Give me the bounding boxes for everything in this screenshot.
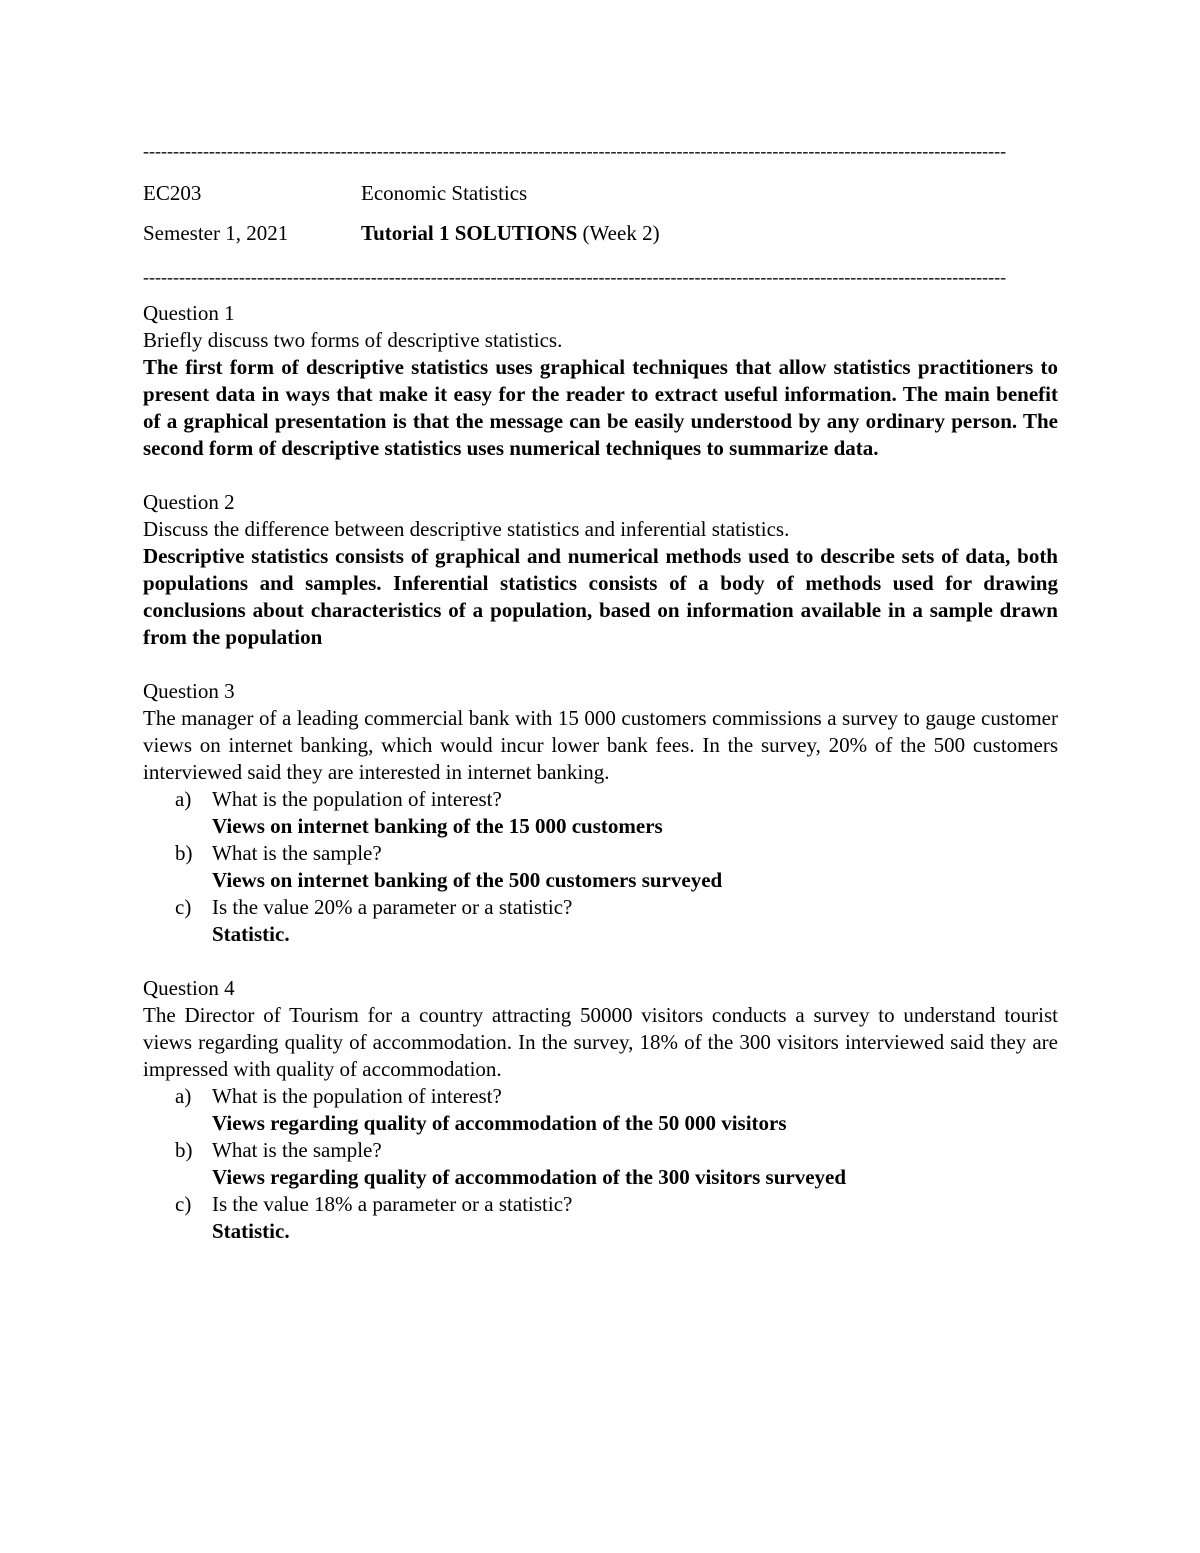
tutorial-week: (Week 2) [577,221,660,245]
question-title: Question 4 [143,976,235,1000]
question-prompt: Briefly discuss two forms of descriptive statistics. [143,328,563,352]
question-title: Question 3 [143,679,235,703]
header-bottom-rule: ------------------------------------------------------------------------------------------------------------------------------------------------ [143,267,1007,287]
tutorial-title [361,220,660,246]
header-semester-row [143,220,1058,246]
header-top-rule: ------------------------------------------------------------------------------------------------------------------------------------------------ [143,141,1007,161]
sub-question-text: Is the value 20% a parameter or a statistic? [212,895,573,919]
sub-question-c [143,1191,1058,1245]
document-page [143,140,1058,1245]
header-course-row [143,180,1058,206]
question-2 [143,489,1058,651]
sub-question-answer: Views regarding quality of accommodation of the 300 visitors surveyed [212,1165,847,1189]
sub-question-text: Is the value 18% a parameter or a statistic? [212,1192,573,1216]
sub-question-c [143,894,1058,948]
semester: Semester 1, 2021 [143,221,289,245]
sub-question-marker: a) [175,787,192,811]
sub-question-b [143,840,1058,894]
question-prompt: Discuss the difference between descriptive statistics and inferential statistics. [143,517,790,541]
question-4 [143,975,1058,1245]
question-body: The Director of Tourism for a country attracting 50000 visitors conducts a survey to understand tourist views regarding quality of accommodation. In the survey, 18% of the 300 visitors interviewed said they are impressed with quality of accommodation. [143,1003,1058,1081]
sub-question-text: What is the sample? [212,841,382,865]
sub-question-marker: c) [175,1192,192,1216]
sub-question-answer: Views on internet banking of the 15 000 customers [212,814,663,838]
question-1 [143,300,1058,462]
question-body: The manager of a leading commercial bank with 15 000 customers commissions a survey to gauge customer views on internet banking, which would incur lower bank fees. In the survey, 20% of the 500 customers interviewed said they are interested in internet banking. [143,706,1058,784]
sub-question-text: What is the population of interest? [212,1084,502,1108]
sub-question-answer: Statistic. [212,922,290,946]
sub-question-b [143,1137,1058,1191]
sub-question-marker: b) [175,841,193,865]
sub-question-a [143,786,1058,840]
tutorial-title-bold: Tutorial 1 SOLUTIONS [361,221,578,245]
question-3 [143,678,1058,948]
sub-question-answer: Views regarding quality of accommodation of the 50 000 visitors [212,1111,787,1135]
sub-question-answer: Statistic. [212,1219,290,1243]
sub-question-a [143,1083,1058,1137]
sub-question-list [143,786,1058,948]
question-title: Question 2 [143,490,235,514]
sub-question-list [143,1083,1058,1245]
question-answer: The first form of descriptive statistics uses graphical techniques that allow statistics practitioners to present data in ways that make it easy for the reader to extract useful information. The main benefit of a graphical presentation is that the message can be easily understood by any ordinary person. The second form of descriptive statistics uses numerical techniques to summarize data. [143,355,1058,460]
sub-question-text: What is the population of interest? [212,787,502,811]
question-title: Question 1 [143,301,235,325]
course-code: EC203 [143,181,202,205]
sub-question-marker: a) [175,1084,192,1108]
course-name: Economic Statistics [361,181,528,205]
sub-question-text: What is the sample? [212,1138,382,1162]
sub-question-answer: Views on internet banking of the 500 customers surveyed [212,868,723,892]
sub-question-marker: c) [175,895,192,919]
sub-question-marker: b) [175,1138,193,1162]
question-answer: Descriptive statistics consists of graphical and numerical methods used to describe sets of data, both populations and samples. Inferential statistics consists of a body of methods used for drawing conclusions about characteristics of a population, based on information available in a sample drawn from the population [143,544,1058,649]
